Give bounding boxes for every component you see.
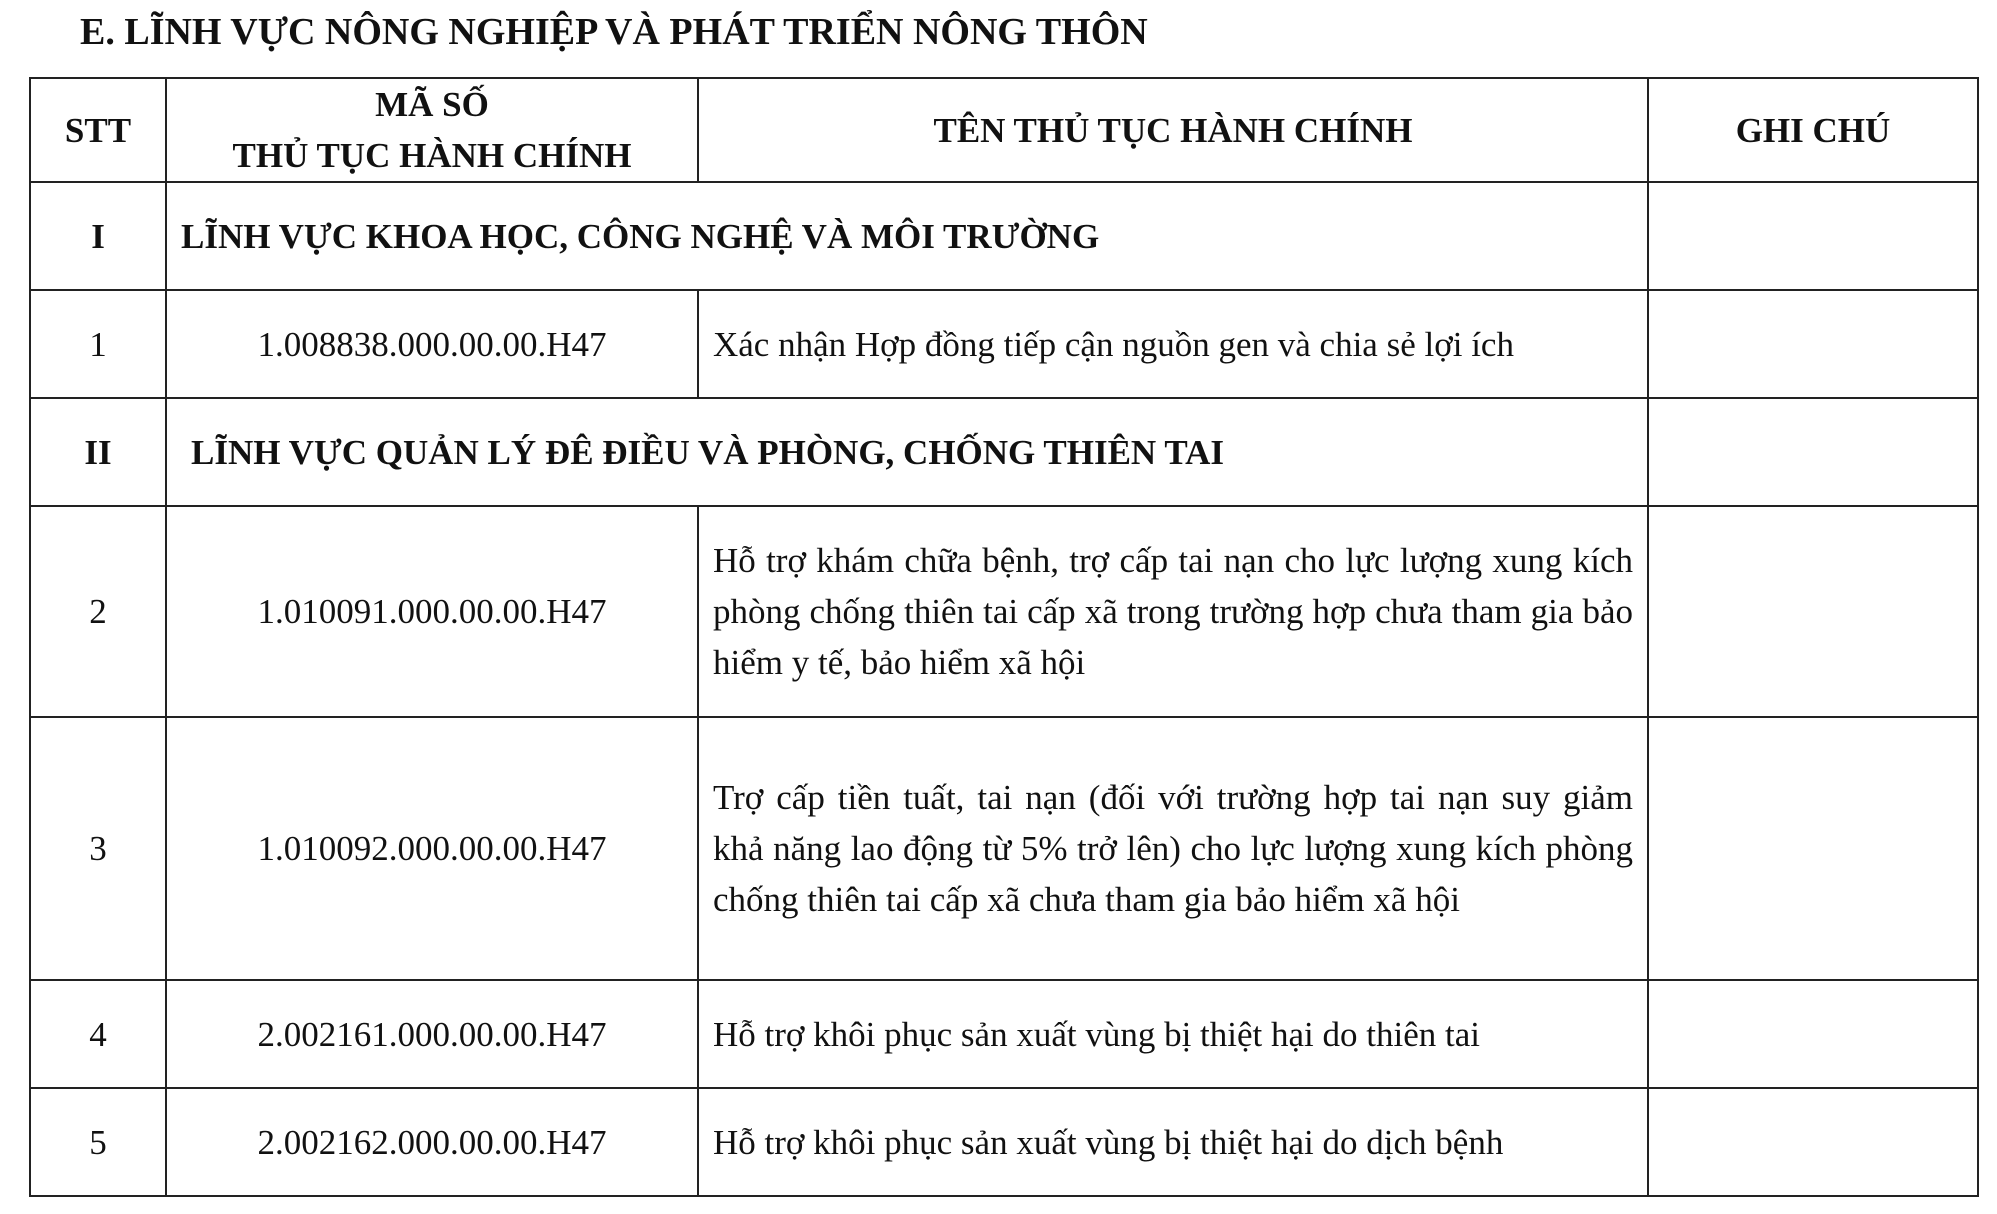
- table-row: [30, 290, 1978, 398]
- row-code: 2.002162.000.00.00.H47: [166, 1088, 698, 1196]
- row-name: Hỗ trợ khôi phục sản xuất vùng bị thiệt hại do dịch bệnh: [698, 1088, 1648, 1196]
- section-number: II: [30, 398, 166, 506]
- column-header-name: TÊN THỦ TỤC HÀNH CHÍNH: [698, 78, 1648, 182]
- row-name: Hỗ trợ khôi phục sản xuất vùng bị thiệt hại do thiên tai: [698, 980, 1648, 1088]
- table-row: [30, 980, 1978, 1088]
- row-stt: 4: [30, 980, 166, 1088]
- section-title: LĨNH VỰC KHOA HỌC, CÔNG NGHỆ VÀ MÔI TRƯỜNG: [166, 182, 1648, 290]
- row-code: 1.010092.000.00.00.H47: [166, 717, 698, 980]
- row-code: 2.002161.000.00.00.H47: [166, 980, 698, 1088]
- table-row: [30, 506, 1978, 717]
- row-code: 1.008838.000.00.00.H47: [166, 290, 698, 398]
- table-row: [30, 1088, 1978, 1196]
- row-stt: 3: [30, 717, 166, 980]
- column-header-stt: STT: [30, 78, 166, 182]
- column-header-note: GHI CHÚ: [1648, 78, 1978, 182]
- row-stt: 2: [30, 506, 166, 717]
- row-stt: 1: [30, 290, 166, 398]
- section-note: [1648, 182, 1978, 290]
- row-name: Trợ cấp tiền tuất, tai nạn (đối với trường hợp tai nạn suy giảm khả năng lao động từ 5% trở lên) cho lực lượng xung kích phòng chống thiên tai cấp xã chưa tham gia bảo hiểm xã hội: [698, 717, 1648, 980]
- column-header-code-line1: MÃ SỐ: [375, 85, 489, 124]
- column-header-code-line2: THỦ TỤC HÀNH CHÍNH: [232, 136, 632, 175]
- row-name: Xác nhận Hợp đồng tiếp cận nguồn gen và chia sẻ lợi ích: [698, 290, 1648, 398]
- row-note: [1648, 717, 1978, 980]
- section-heading: E. LĨNH VỰC NÔNG NGHIỆP VÀ PHÁT TRIỂN NÔNG THÔN: [80, 11, 1148, 53]
- row-note: [1648, 290, 1978, 398]
- procedures-table: [29, 77, 1979, 1197]
- row-stt: 5: [30, 1088, 166, 1196]
- table-header-row: [30, 78, 1978, 182]
- section-title: LĨNH VỰC QUẢN LÝ ĐÊ ĐIỀU VÀ PHÒNG, CHỐNG THIÊN TAI: [166, 398, 1648, 506]
- column-header-code: [166, 78, 698, 182]
- section-row: [30, 398, 1978, 506]
- table-row: [30, 717, 1978, 980]
- row-code: 1.010091.000.00.00.H47: [166, 506, 698, 717]
- row-note: [1648, 1088, 1978, 1196]
- row-name: Hỗ trợ khám chữa bệnh, trợ cấp tai nạn cho lực lượng xung kích phòng chống thiên tai cấp xã trong trường hợp chưa tham gia bảo hiểm y tế, bảo hiểm xã hội: [698, 506, 1648, 717]
- section-row: [30, 182, 1978, 290]
- row-note: [1648, 980, 1978, 1088]
- section-number: I: [30, 182, 166, 290]
- section-note: [1648, 398, 1978, 506]
- row-note: [1648, 506, 1978, 717]
